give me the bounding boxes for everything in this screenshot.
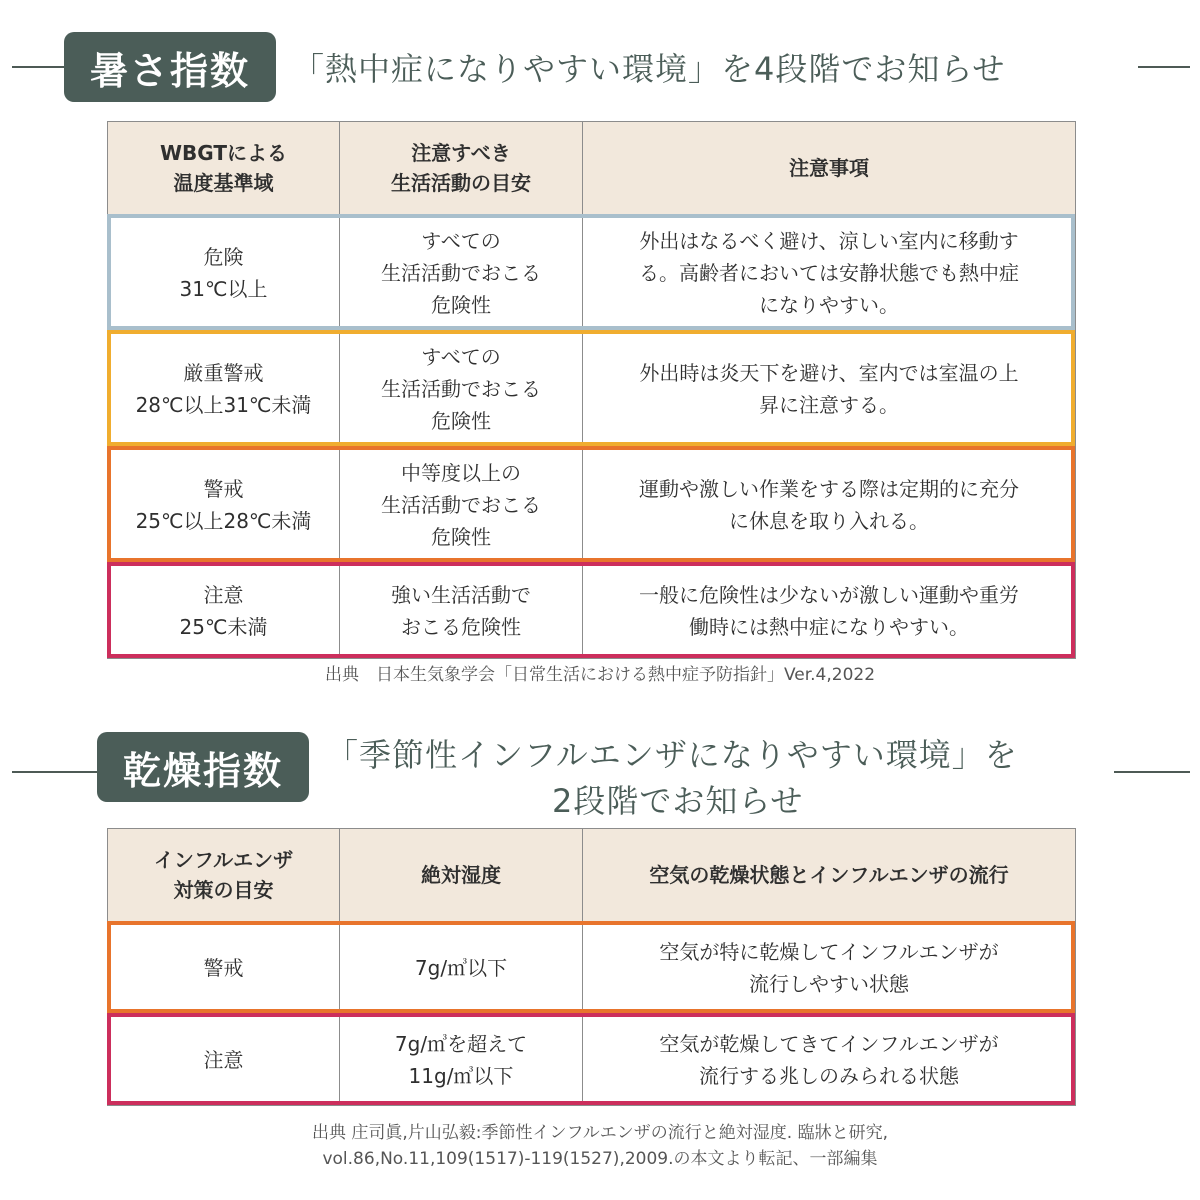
dry-row-warning (108, 922, 1076, 1014)
heat-row-activity: すべての 生活活動でおこる 危険性 (340, 331, 583, 447)
heat-row-activity: 強い生活活動で おこる危険性 (340, 563, 583, 659)
dry-row-state: 空気が乾燥してきてインフルエンザが 流行する兆しのみられる状態 (583, 1014, 1076, 1106)
heat-source-citation: 出典 日本生気象学会「日常生活における熱中症予防指針」Ver.4,2022 (324, 665, 876, 685)
heat-row-warning (108, 447, 1076, 563)
dry-rule-right (1114, 771, 1190, 773)
heat-index-headline: 「熱中症になりやすい環境」を4段階でお知らせ (292, 50, 1006, 88)
dry-index-table (107, 828, 1076, 1106)
heat-rule-right (1138, 66, 1190, 68)
heat-row-activity: 中等度以上の 生活活動でおこる 危険性 (340, 447, 583, 563)
heat-index-table (107, 121, 1076, 659)
dry-index-headline-line2: 2段階でお知らせ (552, 782, 804, 820)
heat-row-note: 運動や激しい作業をする際は定期的に充分 に休息を取り入れる。 (583, 447, 1076, 563)
heat-row-level: 注意 25℃未満 (108, 563, 340, 659)
dry-index-headline-line1: 「季節性インフルエンザになりやすい環境」を (326, 736, 1018, 774)
heat-index-badge: 暑さ指数 (64, 32, 276, 102)
heat-header-wbgt: WBGTによる 温度基準域 (108, 122, 340, 215)
heat-table-header-row (108, 122, 1076, 215)
dry-header-humidity: 絶対湿度 (340, 829, 583, 922)
dry-row-humidity: 7g/㎥を超えて 11g/㎥以下 (340, 1014, 583, 1106)
dry-row-state: 空気が特に乾燥してインフルエンザが 流行しやすい状態 (583, 922, 1076, 1014)
heat-row-severe-warning (108, 331, 1076, 447)
heat-row-note: 一般に危険性は少ないが激しい運動や重労 働時には熱中症になりやすい。 (583, 563, 1076, 659)
heat-row-note: 外出はなるべく避け、涼しい室内に移動す る。高齢者においては安静状態でも熱中症 になりやすい。 (583, 215, 1076, 331)
heat-row-level: 危険 31℃以上 (108, 215, 340, 331)
heat-rule-left (12, 66, 64, 68)
dry-source-citation-line1: 出典 庄司眞,片山弘毅:季節性インフルエンザの流行と絶対湿度. 臨牀と研究, (311, 1123, 889, 1143)
dry-row-caution (108, 1014, 1076, 1106)
heat-header-notes: 注意事項 (583, 122, 1076, 215)
heat-header-activity: 注意すべき 生活活動の目安 (340, 122, 583, 215)
dry-row-level: 注意 (108, 1014, 340, 1106)
heat-row-note: 外出時は炎天下を避け、室内では室温の上 昇に注意する。 (583, 331, 1076, 447)
heat-row-level: 厳重警戒 28℃以上31℃未満 (108, 331, 340, 447)
dry-rule-left (12, 771, 97, 773)
dry-table-header-row (108, 829, 1076, 922)
dry-row-level: 警戒 (108, 922, 340, 1014)
heat-row-caution (108, 563, 1076, 659)
heat-row-danger (108, 215, 1076, 331)
dry-header-measure: インフルエンザ 対策の目安 (108, 829, 340, 922)
dry-index-badge: 乾燥指数 (97, 732, 309, 802)
heat-row-level: 警戒 25℃以上28℃未満 (108, 447, 340, 563)
dry-row-humidity: 7g/㎥以下 (340, 922, 583, 1014)
heat-row-activity: すべての 生活活動でおこる 危険性 (340, 215, 583, 331)
dry-header-state: 空気の乾燥状態とインフルエンザの流行 (583, 829, 1076, 922)
dry-source-citation-line2: vol.86,No.11,109(1517)-119(1527),2009.の本文より転記、一部編集 (322, 1149, 878, 1169)
